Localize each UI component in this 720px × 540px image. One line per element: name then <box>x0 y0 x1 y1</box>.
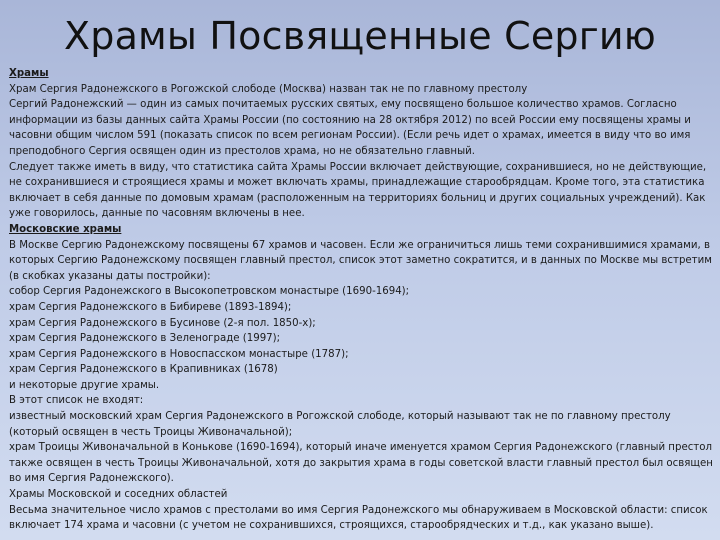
paragraph: Следует также иметь в виду, что статистика сайта Храмы России включает действующие, сохранившиеся, но не действующие, не сохранившиеся и строящиеся храмы и может включать храмы, принадлежащие старообрядцам. Кроме того, эта статистика включает в себя данные по домовым храмам (расположенным на территориях больниц и других социальных учреждений). Как уже говорилось, данные по часовням включены в нее. <box>9 161 707 220</box>
paragraph: Храм Сергия Радонежского в Рогожской слободе (Москва) назван так не по главному престолу <box>9 83 528 95</box>
paragraph: Храмы Московской и соседних областей <box>9 489 228 501</box>
paragraph: храм Сергия Радонежского в Бусинове (2-я пол. 1850-х); <box>9 317 316 329</box>
slide-body <box>9 66 714 534</box>
paragraph: храм Сергия Радонежского в Новоспасском монастыре (1787); <box>9 348 349 360</box>
paragraph: храм Сергия Радонежского в Зеленограде (1997); <box>9 333 281 345</box>
paragraph: Сергий Радонежский — один из самых почитаемых русских святых, ему посвящено большое количество храмов. Согласно информации из базы данных сайта Храмы России (по состоянию на 28 октября 2012) по всей России ему посвящены храмы и часовни общим числом 591 (показать список по всем регионам России). (Если речь идет о храмах, имеется в виду что во имя преподобного Сергия освящен один из престолов храма, но не обязательно главный. <box>9 99 691 157</box>
paragraph: храм Сергия Радонежского в Бибиреве (1893-1894); <box>9 301 292 313</box>
paragraph: известный московский храм Сергия Радонежского в Рогожской слободе, который называют так не по главному престолу (который освящен в честь Троицы Живоначальной); <box>9 411 671 438</box>
section-heading: Московские храмы <box>9 223 122 235</box>
paragraph: храм Сергия Радонежского в Крапивниках (1678) <box>9 364 278 376</box>
paragraph: В этот список не входят: <box>9 395 144 407</box>
paragraph: храм Троицы Живоначальной в Конькове (1690-1694), который иначе именуется храмом Сергия Радонежского (главный престол также освящен в честь Троицы Живоначальной, хотя до закрытия храма в годы советской власти главный престол был освящен во имя Сергия Радонежского). <box>9 442 713 485</box>
paragraph: собор Сергия Радонежского в Высокопетровском монастыре (1690-1694); <box>9 286 410 298</box>
paragraph: В Москве Сергию Радонежскому посвящены 67 храмов и часовен. Если же ограничиться лишь теми сохранившимися храмами, в которых Сергию Радонежскому посвящен главный престол, список этот заметно сократится, и в данных по Москве мы встретим (в скобках указаны даты постройки): <box>9 239 712 282</box>
slide-title: Храмы Посвященные Сергию <box>64 14 656 58</box>
paragraph: Весьма значительное число храмов с престолами во имя Сергия Радонежского мы обнаруживаем в Московской области: список включает 174 храма и часовни (с учетом не сохранившихся, строящихся, старообрядческих и т.д., как указано выше). <box>9 504 708 532</box>
section-heading: Храмы <box>9 68 49 79</box>
paragraph: и некоторые другие храмы. <box>9 379 160 391</box>
